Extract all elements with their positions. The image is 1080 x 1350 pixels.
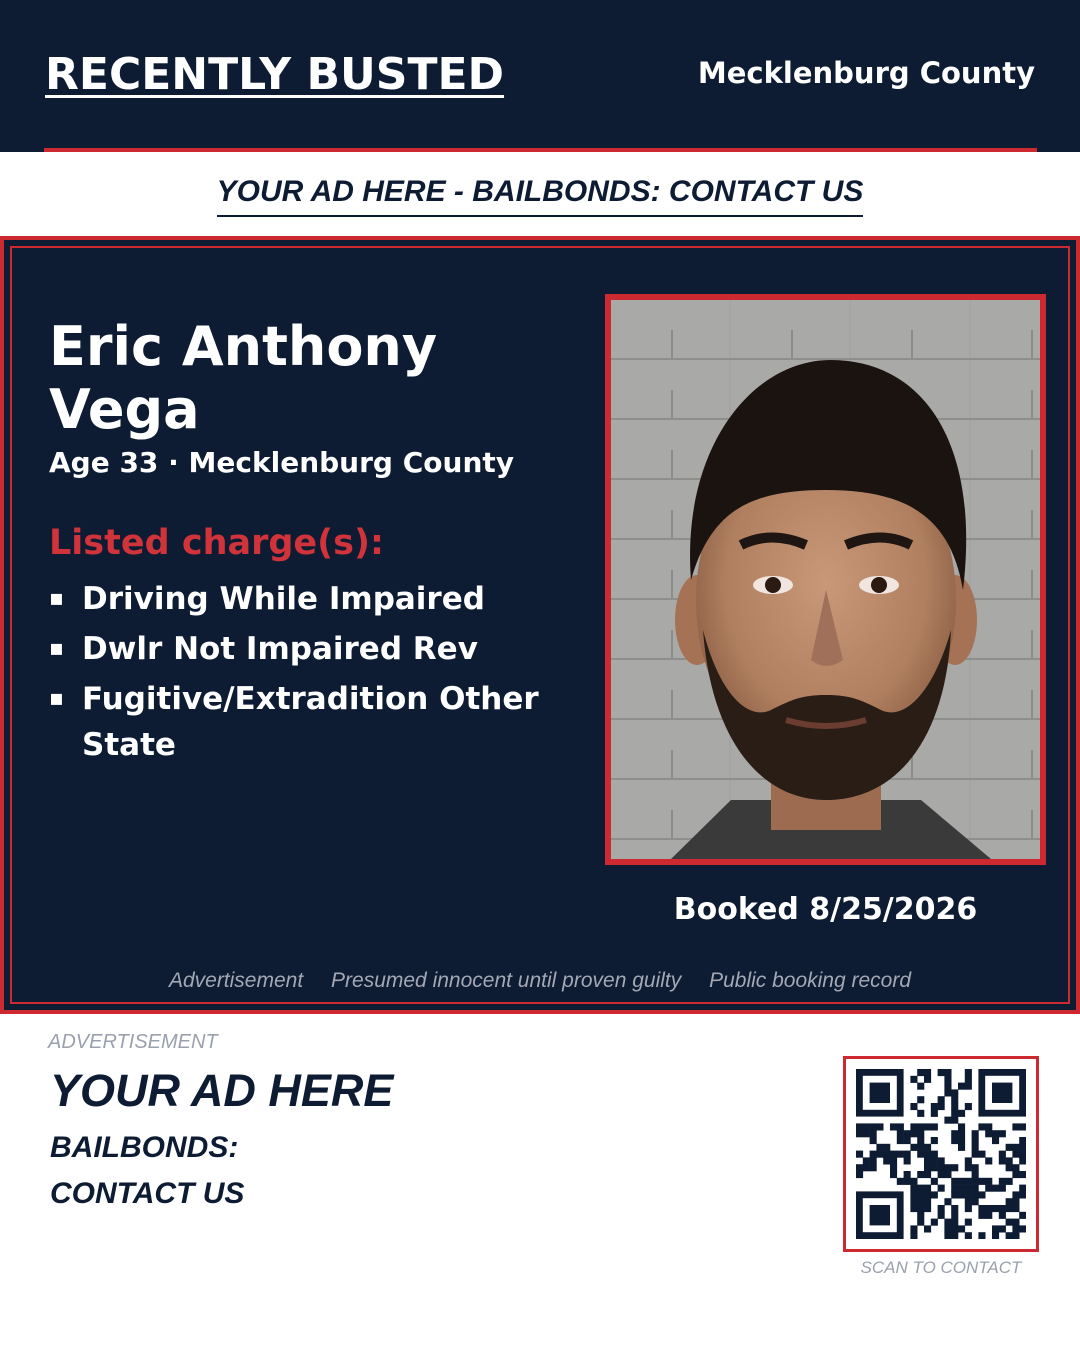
charge-text: Dwlr Not Impaired Rev [82, 631, 478, 667]
ad-headline[interactable]: YOUR AD HERE [50, 1065, 394, 1116]
mugshot-photo-icon [611, 300, 1040, 859]
bullet-icon: ▪ [49, 686, 64, 711]
note-advertisement: Advertisement [168, 969, 304, 992]
ad-line-contact[interactable]: CONTACT US [50, 1177, 245, 1210]
charges-heading: Listed charge(s): [49, 523, 384, 563]
ad-label: ADVERTISEMENT [48, 1031, 218, 1053]
card-footer-notes [4, 968, 1076, 994]
charge-text: Fugitive/Extradition Other State [82, 681, 539, 763]
list-item [49, 576, 609, 622]
charges-list [49, 576, 609, 772]
header-bar [0, 0, 1080, 152]
person-meta: Age 33 · Mecklenburg County [49, 446, 515, 479]
list-item [49, 626, 609, 672]
qr-code-icon[interactable] [856, 1069, 1026, 1239]
top-ad-text[interactable]: YOUR AD HERE - BAILBONDS: CONTACT US [217, 174, 864, 217]
note-presumed-innocent: Presumed innocent until proven guilty [331, 969, 682, 992]
qr-caption: SCAN TO CONTACT [860, 1258, 1022, 1277]
booking-card [0, 236, 1080, 1014]
county-label: Mecklenburg County [697, 56, 1035, 90]
mugshot-frame [605, 294, 1046, 865]
note-public-record: Public booking record [709, 969, 912, 992]
bullet-icon: ▪ [49, 586, 64, 611]
brand-title: RECENTLY BUSTED [45, 49, 505, 100]
list-item [49, 676, 609, 768]
ad-line-bailbonds[interactable]: BAILBONDS: [50, 1131, 239, 1164]
top-ad-banner[interactable] [0, 152, 1080, 236]
charge-text: Driving While Impaired [82, 581, 485, 617]
qr-code-frame[interactable] [843, 1056, 1039, 1252]
person-name: Eric Anthony Vega [49, 315, 438, 441]
booked-date: Booked 8/25/2026 [673, 892, 978, 927]
bullet-icon: ▪ [49, 636, 64, 661]
